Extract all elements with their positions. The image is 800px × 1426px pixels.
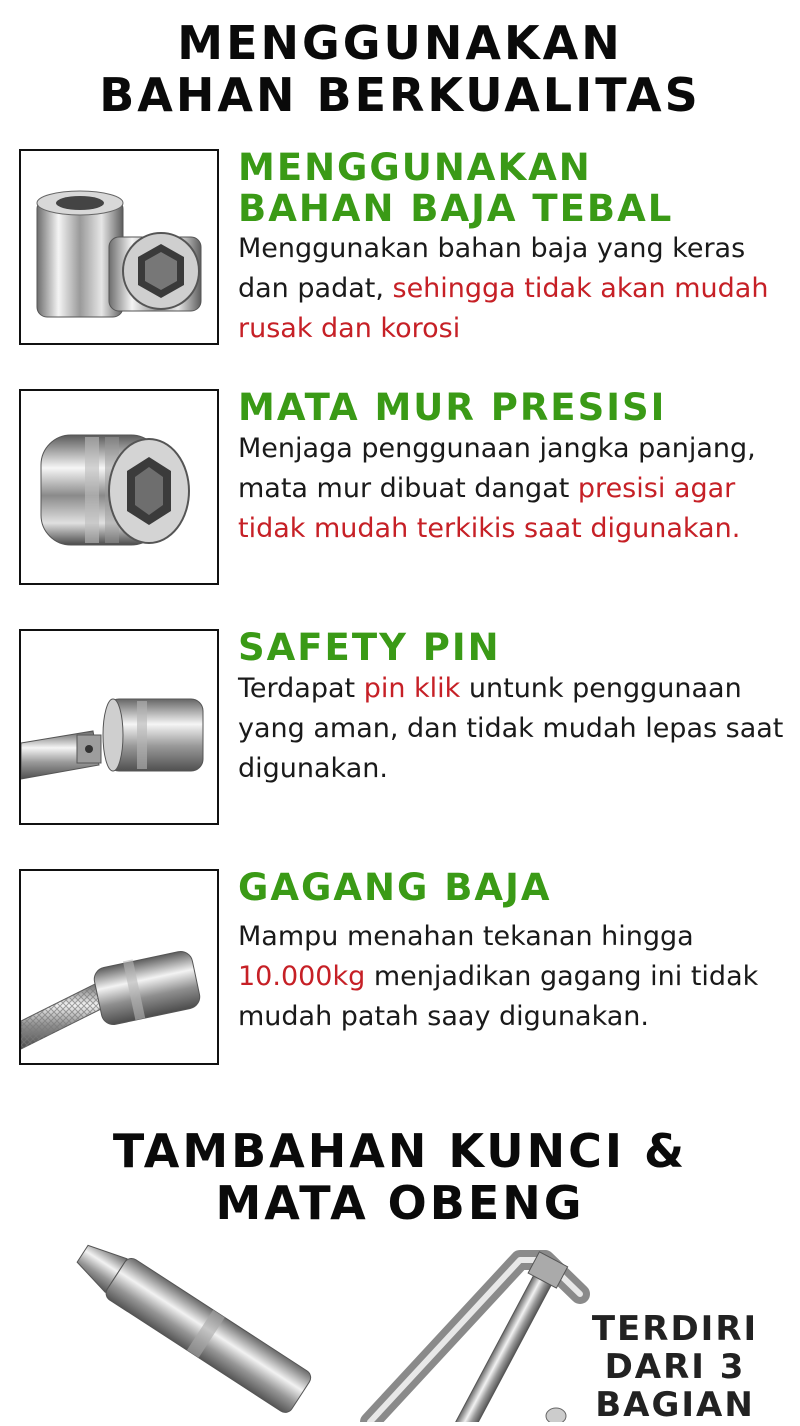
main-heading-line1: MENGGUNAKAN [177,16,623,70]
feature-title-line2: BAHAN BAJA TEBAL [238,187,674,231]
feature-precise-nut [0,386,800,589]
description-highlight: pin klik [363,673,461,704]
section-heading-line1: TAMBAHAN KUNCI & [112,1124,688,1178]
description-highlight: presisi agar tidak mudah terkikis saat digunakan. [238,473,741,544]
feature-title-line1: MATA MUR PRESISI [238,386,667,429]
feature-title [238,387,666,428]
parts-label-line1: TERDIRI [591,1309,759,1349]
feature-title-line1: SAFETY PIN [238,626,501,669]
section-heading-line2: MATA OBENG [215,1175,585,1230]
safety-pin-socket-image [19,629,219,825]
description-text: Terdapat [238,673,364,704]
description-text: Menjaga penggunaan jangka panjang, mata mur dibuat dangat [238,433,756,504]
feature-steel-handle [0,866,800,1069]
description-text: Mampu menahan tekanan hingga [238,921,694,952]
feature-description [238,229,793,349]
feature-title [238,867,551,908]
feature-description [238,669,793,789]
section-heading [0,1126,800,1229]
description-text-after: untunk penggunaan yang aman, dan tidak mudah lepas saat digunakan. [238,673,784,784]
feature-description [238,917,793,1037]
feature-title [238,147,673,230]
screwdriver-bit-icon [70,1240,314,1415]
socket-pair-image [19,149,219,345]
hex-socket-image [19,389,219,585]
feature-safety-pin [0,626,800,829]
feature-title-line1: MENGGUNAKAN [238,146,592,189]
description-highlight: 10.000kg [238,961,366,992]
parts-count-label [560,1310,790,1424]
description-text-after: menjadikan gagang ini tidak mudah patah saay digunakan. [238,961,759,1032]
feature-title-line1: GAGANG BAJA [238,866,552,909]
main-heading [0,18,800,121]
parts-label-line3: BAGIAN [595,1385,755,1426]
description-text: Menggunakan bahan baja yang keras dan padat, [238,233,746,304]
main-heading-line2: BAHAN BERKUALITAS [99,67,701,122]
feature-thick-steel [0,146,800,349]
description-highlight: sehingga tidak akan mudah rusak dan korosi [238,273,769,344]
feature-description [238,429,793,549]
parts-label-line2: DARI 3 [604,1347,746,1388]
feature-title [238,627,501,668]
steel-handle-socket-image [19,869,219,1065]
